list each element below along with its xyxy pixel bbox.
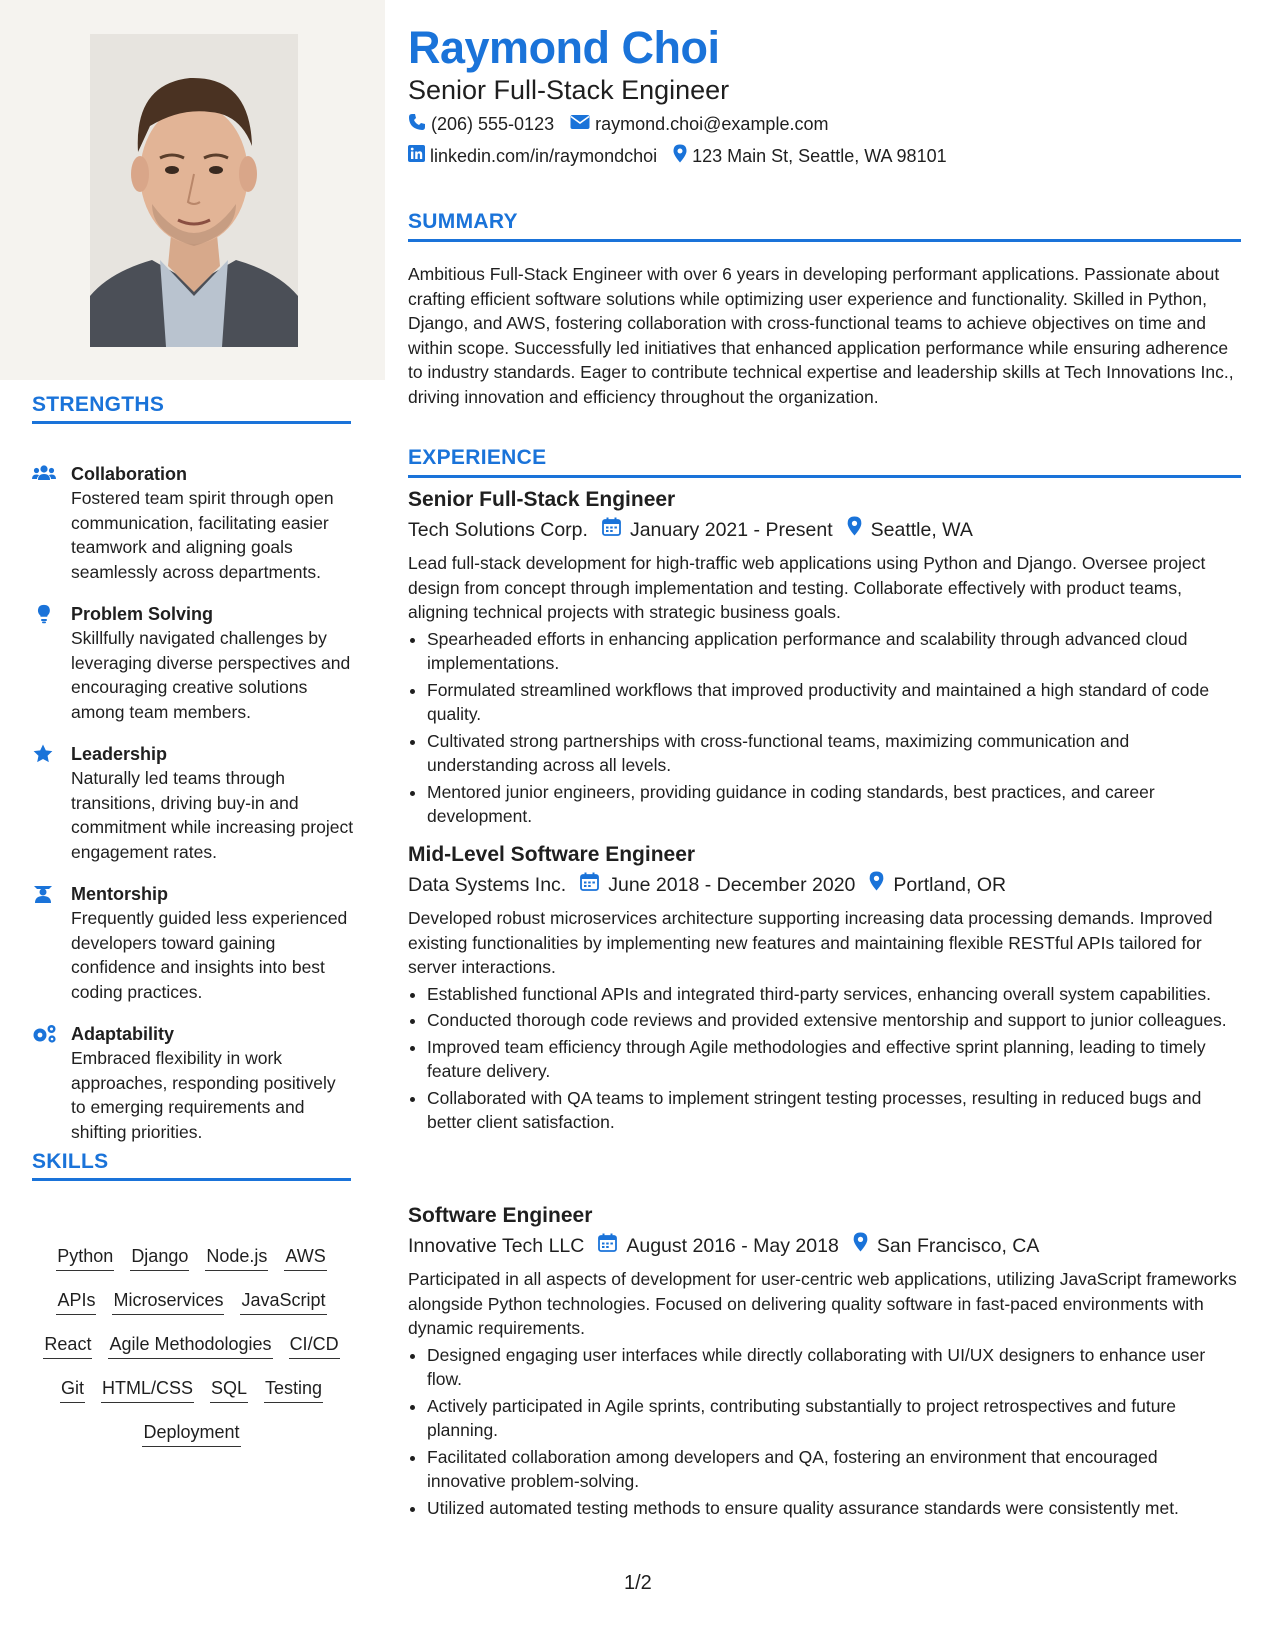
map-pin-icon <box>673 144 692 168</box>
skill-tag: Git <box>60 1376 85 1403</box>
email-text: raymond.choi@example.com <box>595 114 829 134</box>
experience-entry <box>408 486 1241 831</box>
address-text: 123 Main St, Seattle, WA 98101 <box>692 145 947 166</box>
skills-row <box>32 1288 351 1315</box>
job-dates-text: June 2018 - December 2020 <box>608 874 856 896</box>
strength-item <box>32 602 354 724</box>
strengths-heading: STRENGTHS <box>32 393 351 424</box>
strength-desc: Naturally led teams through transitions, driving buy-in and commitment while increasing project engagement rates. <box>71 768 354 862</box>
strength-title: Leadership <box>71 744 168 764</box>
job-title: Senior Full-Stack Engineer <box>408 488 676 511</box>
job-location <box>869 869 1006 901</box>
job-meta <box>408 514 1241 546</box>
job-bullet: • Spearheaded efforts in enhancing application performance and scalability through advanced cloud implementations. <box>427 627 1241 676</box>
job-bullets <box>408 982 1241 1135</box>
skills-row <box>32 1376 351 1403</box>
strength-desc: Frequently guided less experienced developers toward gaining confidence and insights into best coding practices. <box>71 908 348 1002</box>
skill-tag: SQL <box>210 1376 248 1403</box>
strength-item <box>32 742 354 864</box>
users-icon <box>32 464 58 484</box>
contact-line-2 <box>408 144 963 168</box>
skills-row <box>32 1420 351 1447</box>
experience-entry <box>408 841 1241 1137</box>
map-pin-icon <box>853 1230 877 1262</box>
job-bullet: • Cultivated strong partnerships with cross-functional teams, maximizing communication and understanding across all levels. <box>427 729 1241 778</box>
photo-area <box>0 0 385 380</box>
strength-desc: Fostered team spirit through open communication, facilitating easier teamwork and aligning goals seamlessly across departments. <box>71 488 334 582</box>
job-location-text: Seattle, WA <box>870 519 973 541</box>
job-description: Developed robust microservices architecture supporting increasing data processing demands. Improved existing functionalities by implementing new features and maintaining flexible RESTful APIs tailored for server interactions. <box>408 908 1213 977</box>
map-pin-icon <box>847 514 871 546</box>
skills-row <box>32 1332 351 1359</box>
skill-tag: Python <box>56 1244 114 1271</box>
job-description: Lead full-stack development for high-traffic web applications using Python and Django. Oversee project design from concept through implementation and testing. Collaborate effectively with product teams, aligning technical projects with strategic business goals. <box>408 553 1206 622</box>
gears-icon <box>32 1024 58 1044</box>
job-title: Mid-Level Software Engineer <box>408 843 696 866</box>
skill-tag: HTML/CSS <box>101 1376 194 1403</box>
email-contact[interactable] <box>570 114 828 135</box>
job-bullets <box>408 1343 1241 1521</box>
linkedin-text: linkedin.com/in/raymondchoi <box>430 145 658 166</box>
job-location <box>847 514 973 546</box>
experience-entry <box>408 1202 1241 1522</box>
job-bullet: • Facilitated collaboration among developers and QA, fostering an environment that encouraged innovative problem-solving. <box>427 1445 1241 1494</box>
job-company: Innovative Tech LLC <box>408 1235 585 1257</box>
job-title: Software Engineer <box>408 1204 593 1227</box>
job-bullet: • Utilized automated testing methods to ensure quality assurance standards were consistently met. <box>427 1496 1241 1521</box>
skill-tag: React <box>43 1332 92 1359</box>
envelope-icon <box>570 114 595 135</box>
job-bullet: • Designed engaging user interfaces while directly collaborating with UI/UX designers to enhance user flow. <box>427 1343 1241 1392</box>
strength-desc: Embraced flexibility in work approaches, responding positively to emerging requirements and shifting priorities. <box>71 1048 336 1142</box>
job-bullet: • Established functional APIs and integrated third-party services, enhancing overall system capabilities. <box>427 982 1241 1007</box>
linkedin-contact[interactable] <box>408 145 657 167</box>
skill-tag: Testing <box>264 1376 323 1403</box>
job-company: Data Systems Inc. <box>408 874 567 896</box>
lightbulb-icon <box>32 604 58 624</box>
phone-contact <box>408 113 554 136</box>
experience-heading: EXPERIENCE <box>408 446 1241 478</box>
job-dates <box>602 514 833 546</box>
strength-title: Collaboration <box>71 464 187 484</box>
job-description: Participated in all aspects of development for user-centric web applications, utilizing JavaScript frameworks alongside Python technologies. Focused on delivering quality software in fast-paced environments with dynamic requirements. <box>408 1269 1237 1338</box>
linkedin-icon <box>408 145 430 167</box>
calendar-icon <box>602 514 630 546</box>
skills-row <box>32 1244 351 1271</box>
strength-item <box>32 882 354 1004</box>
skill-tag: Agile Methodologies <box>108 1332 272 1359</box>
skill-tag: CI/CD <box>289 1332 340 1359</box>
job-bullet: • Conducted thorough code reviews and provided extensive mentorship and support to junior colleagues. <box>427 1008 1241 1033</box>
candidate-name: Raymond Choi <box>408 22 720 73</box>
skill-tag: Deployment <box>142 1420 240 1447</box>
skill-tag: APIs <box>56 1288 96 1315</box>
graduate-icon <box>32 884 58 904</box>
calendar-icon <box>598 1230 626 1262</box>
job-bullet: • Improved team efficiency through Agile methodologies and effective sprint planning, leading to timely feature delivery. <box>427 1035 1241 1084</box>
job-bullet: • Actively participated in Agile sprints, contributing substantially to project retrospectives and future planning. <box>427 1394 1241 1443</box>
phone-icon <box>408 113 431 136</box>
map-pin-icon <box>869 869 893 901</box>
contact-line-1 <box>408 113 844 136</box>
strength-title: Problem Solving <box>71 604 214 624</box>
job-dates-text: August 2016 - May 2018 <box>626 1235 839 1257</box>
job-meta <box>408 1230 1241 1262</box>
phone-text: (206) 555-0123 <box>431 114 555 134</box>
summary-text: Ambitious Full-Stack Engineer with over 6 years in developing performant applications. Passionate about crafting efficient software solutions while optimizing user experience and functionality. Skilled in Python, Django, and AWS, fostering collaboration with cross-functional teams to achieve objectives on time and within scope. Successfully led initiatives that enhanced application performance while ensuring adherence to industry standards. Eager to contribute technical expertise and leadership skills at Tech Innovations Inc., driving innovation and efficiency throughout the organization. <box>408 264 1234 407</box>
job-location-text: San Francisco, CA <box>876 1235 1040 1257</box>
sidebar <box>0 0 385 1650</box>
skill-tag: JavaScript <box>240 1288 326 1315</box>
job-dates-text: January 2021 - Present <box>629 519 833 541</box>
skills-list <box>32 1244 351 1464</box>
page-number: 1/2 <box>624 1572 652 1594</box>
job-dates <box>598 1230 838 1262</box>
profile-photo <box>90 34 298 347</box>
job-meta <box>408 869 1241 901</box>
skill-tag: Django <box>130 1244 189 1271</box>
address-contact <box>673 144 947 168</box>
job-bullet: • Collaborated with QA teams to implement stringent testing processes, resulting in reduced bugs and better client satisfaction. <box>427 1086 1241 1135</box>
job-bullet: • Mentored junior engineers, providing guidance in coding standards, best practices, and career development. <box>427 780 1241 829</box>
calendar-icon <box>580 869 608 901</box>
job-company: Tech Solutions Corp. <box>408 519 588 541</box>
strengths-list <box>32 462 354 1162</box>
summary-heading: SUMMARY <box>408 210 1241 242</box>
strength-item <box>32 1022 354 1144</box>
candidate-role: Senior Full-Stack Engineer <box>408 75 730 105</box>
skills-heading: SKILLS <box>32 1150 351 1181</box>
job-location-text: Portland, OR <box>893 874 1007 896</box>
star-icon <box>32 744 58 764</box>
strength-item <box>32 462 354 584</box>
skill-tag: Node.js <box>205 1244 268 1271</box>
job-location <box>853 1230 1040 1262</box>
job-bullets <box>408 627 1241 829</box>
skill-tag: Microservices <box>112 1288 224 1315</box>
skill-tag: AWS <box>284 1244 326 1271</box>
strength-title: Adaptability <box>71 1024 175 1044</box>
strength-desc: Skillfully navigated challenges by leveraging diverse perspectives and encouraging creative solutions among team members. <box>71 628 351 722</box>
job-dates <box>580 869 855 901</box>
job-bullet: • Formulated streamlined workflows that improved productivity and maintained a high standard of code quality. <box>427 678 1241 727</box>
strength-title: Mentorship <box>71 884 168 904</box>
